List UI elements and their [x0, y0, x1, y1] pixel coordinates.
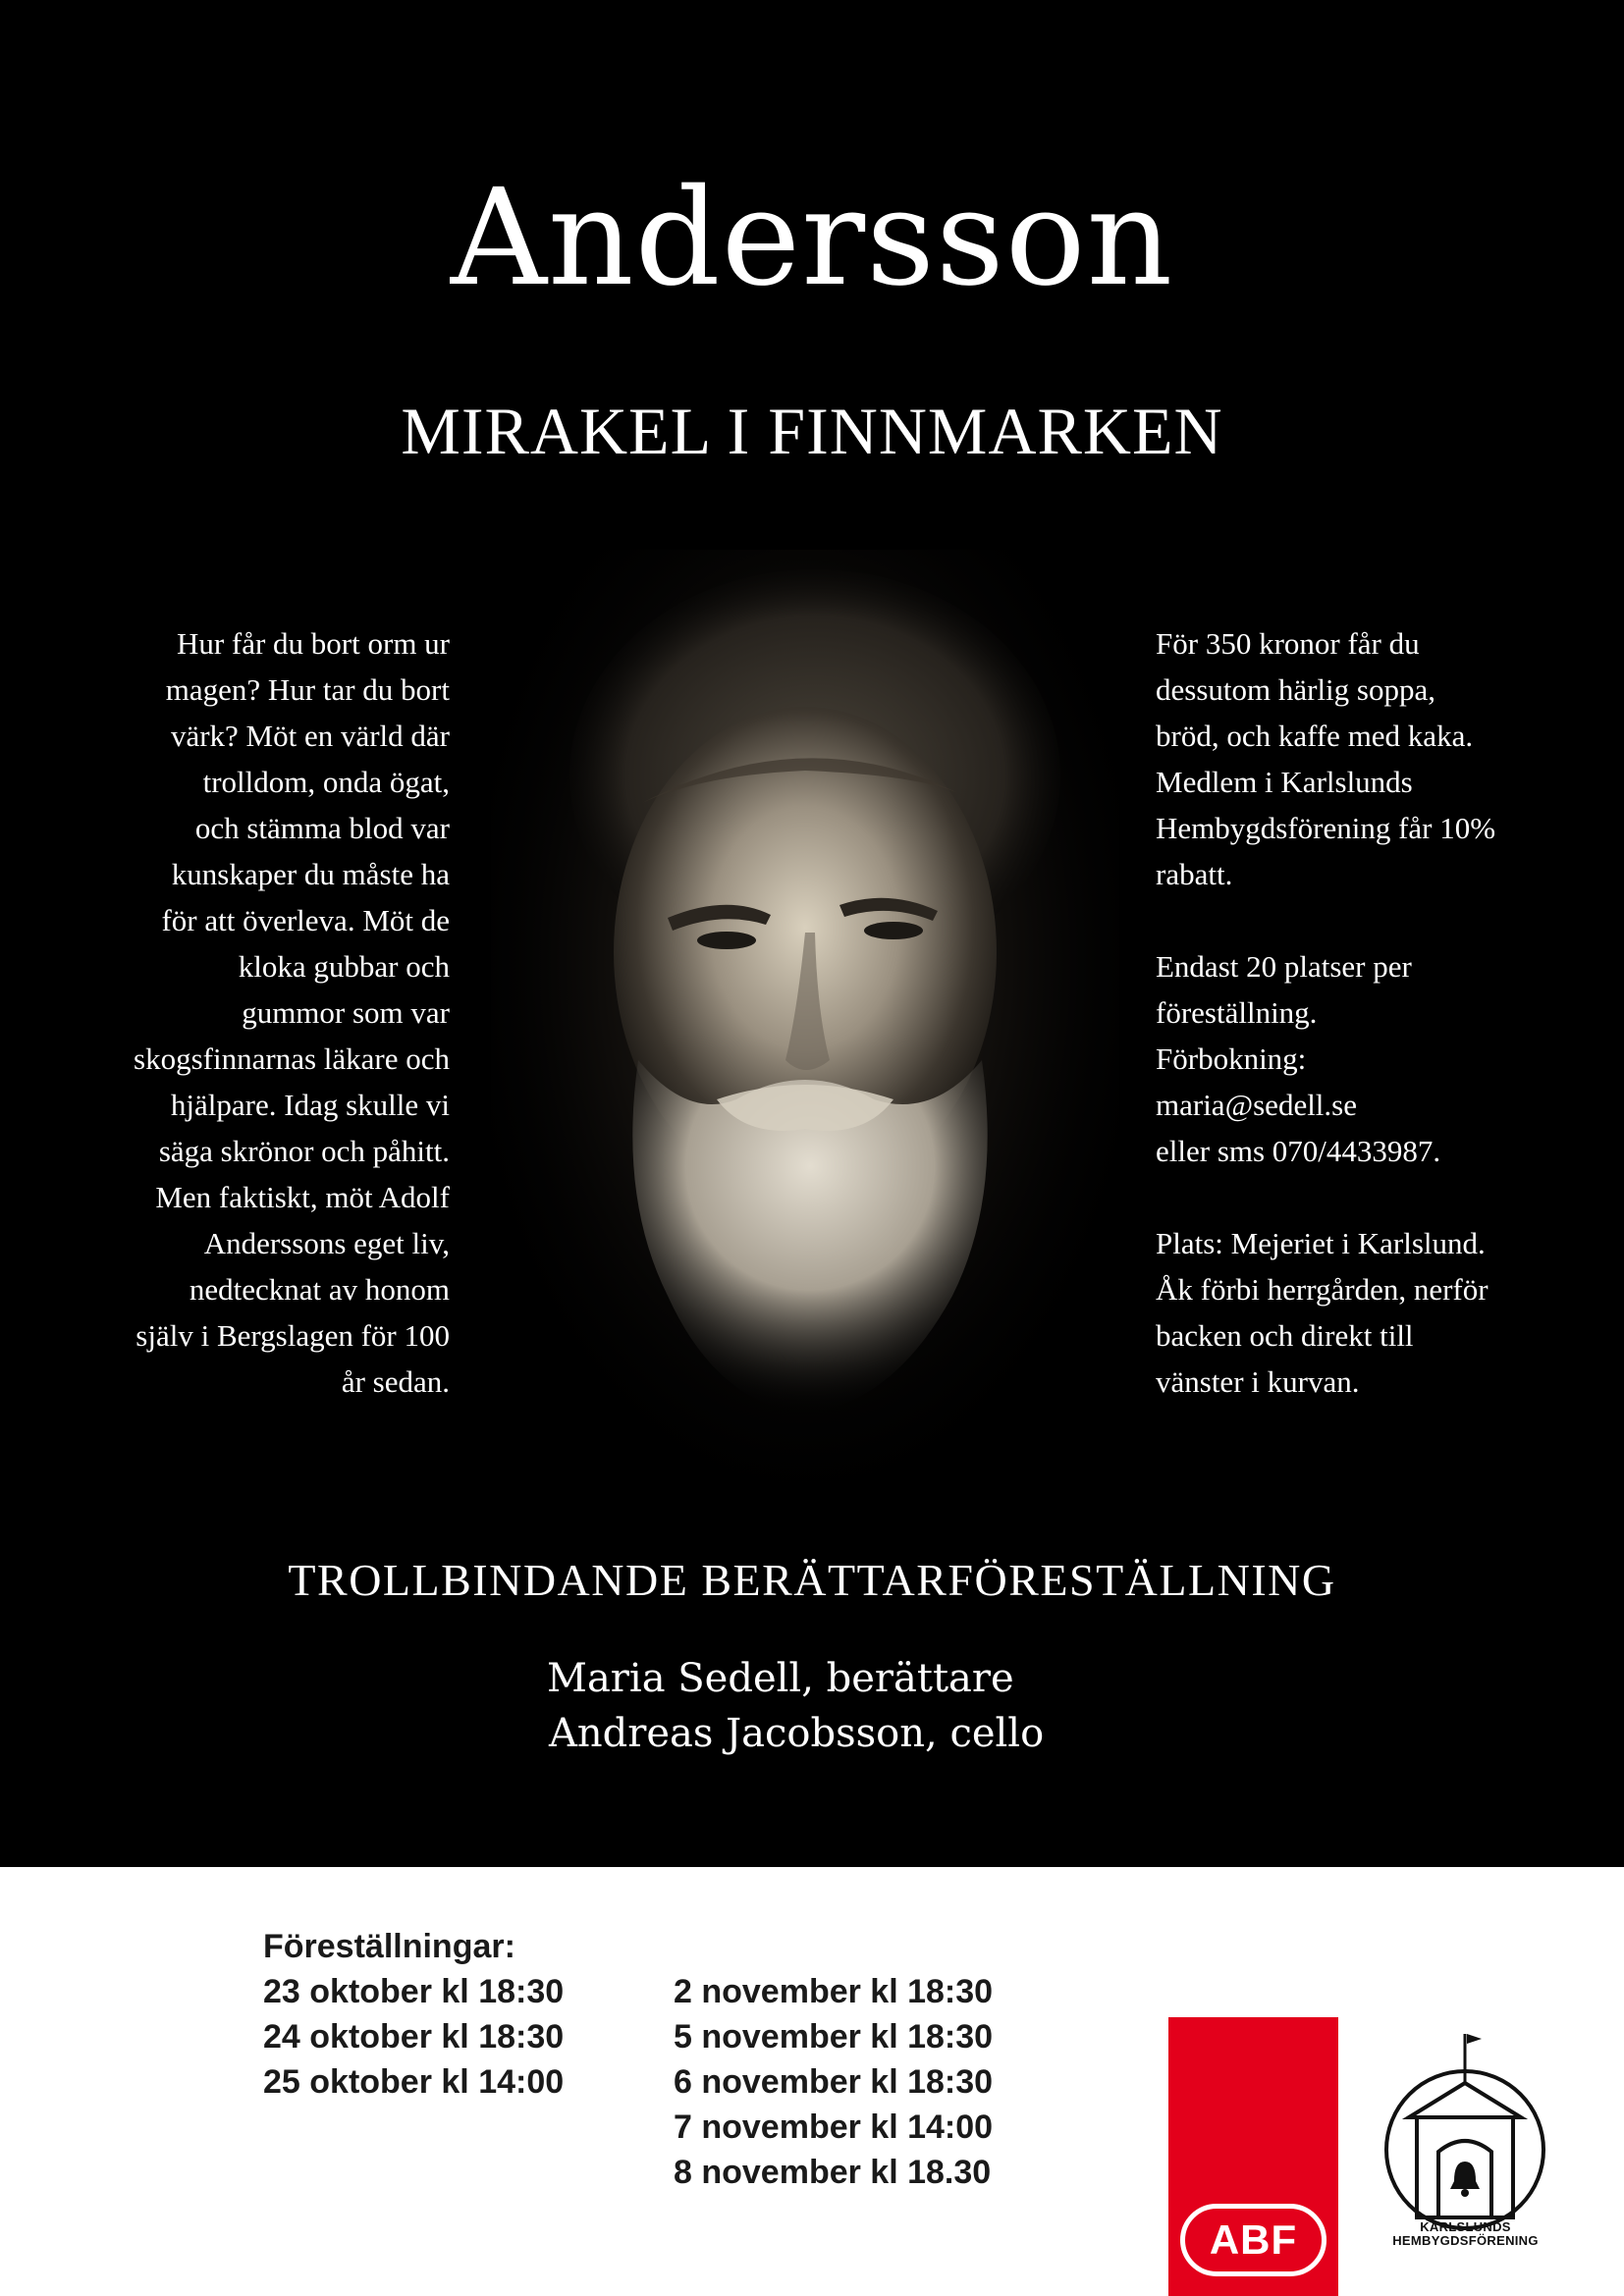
credits: [547, 1651, 1044, 1761]
portrait-image: [491, 550, 1119, 1531]
credit-cellist: Andreas Jacobsson, cello: [549, 1711, 1045, 1756]
poster-title: Andersson: [450, 161, 1174, 316]
show-date: 24 oktober kl 18:30: [263, 2018, 565, 2056]
schedule-heading: Föreställningar:: [263, 1928, 515, 1965]
show-date: 2 november kl 18:30: [674, 1973, 994, 2010]
description-line: år sedan.: [341, 1364, 450, 1399]
location-paragraph: [1156, 1220, 1568, 1405]
booking-email[interactable]: maria@sedell.se: [1156, 1088, 1357, 1122]
info-line: rabatt.: [1156, 857, 1233, 891]
poster-subtitle: MIRAKEL I FINNMARKEN: [401, 394, 1223, 468]
info-line: Hembygdsförening får 10%: [1156, 811, 1496, 845]
abf-logo-label: ABF: [1180, 2204, 1326, 2276]
credit-narrator: Maria Sedell, berättare: [547, 1656, 1014, 1701]
show-date: 6 november kl 18:30: [674, 2063, 994, 2101]
description-line: hjälpare. Idag skulle vi: [170, 1088, 450, 1122]
info-line: vänster i kurvan.: [1156, 1364, 1360, 1399]
booking-paragraph: [1156, 943, 1568, 1174]
description-left: [59, 620, 450, 1405]
description-line: trolldom, onda ögat,: [202, 765, 450, 799]
show-date: 25 oktober kl 14:00: [263, 2063, 565, 2101]
info-line: Medlem i Karlslunds: [1156, 765, 1413, 799]
info-line: dessutom härlig soppa,: [1156, 672, 1435, 707]
hembygd-line: KARLSLUNDS: [1420, 2219, 1511, 2234]
hembygd-line: HEMBYGDSFÖRENING: [1392, 2233, 1539, 2248]
schedule-right: [674, 1969, 993, 2195]
price-paragraph: [1156, 620, 1568, 897]
description-line: kunskaper du måste ha: [171, 857, 450, 891]
description-line: magen? Hur tar du bort: [165, 672, 450, 707]
info-line: För 350 kronor får du: [1156, 626, 1420, 661]
description-line: Men faktiskt, möt Adolf: [155, 1180, 450, 1214]
info-line: Förbokning:: [1156, 1041, 1307, 1076]
description-line: gummor som var: [242, 995, 450, 1030]
description-line: Hur får du bort orm ur: [176, 626, 450, 661]
info-line: Plats: Mejeriet i Karlslund.: [1156, 1226, 1486, 1260]
info-line: föreställning.: [1156, 995, 1318, 1030]
tagline: TROLLBINDANDE BERÄTTARFÖRESTÄLLNING: [288, 1555, 1336, 1605]
info-line: backen och direkt till: [1156, 1318, 1414, 1353]
info-right: [1156, 620, 1568, 1405]
description-line: värk? Möt en värld där: [170, 719, 450, 753]
description-line: själv i Bergslagen för 100: [135, 1318, 450, 1353]
show-date: 23 oktober kl 18:30: [263, 1973, 565, 2010]
description-line: kloka gubbar och: [238, 949, 450, 984]
description-line: och stämma blod var: [194, 811, 450, 845]
abf-logo: [1168, 2017, 1338, 2296]
show-date: 7 november kl 14:00: [674, 2109, 994, 2146]
description-line: nedtecknat av honom: [189, 1272, 450, 1307]
description-line: skogsfinnarnas läkare och: [134, 1041, 450, 1076]
show-date: 8 november kl 18.30: [674, 2154, 992, 2191]
info-line: Åk förbi herrgården, nerför: [1156, 1272, 1489, 1307]
show-date: 5 november kl 18:30: [674, 2018, 994, 2056]
info-line: eller sms 070/4433987.: [1156, 1134, 1441, 1168]
info-line: bröd, och kaffe med kaka.: [1156, 719, 1474, 753]
hembygd-logo-text: [1355, 2220, 1576, 2248]
bell-tower-icon: [1380, 2024, 1551, 2240]
schedule-left: [263, 1924, 564, 2105]
description-line: Anderssons eget liv,: [203, 1226, 450, 1260]
info-line: Endast 20 platser per: [1156, 949, 1412, 984]
description-line: säga skrönor och påhitt.: [158, 1134, 450, 1168]
description-line: för att överleva. Möt de: [161, 903, 450, 937]
